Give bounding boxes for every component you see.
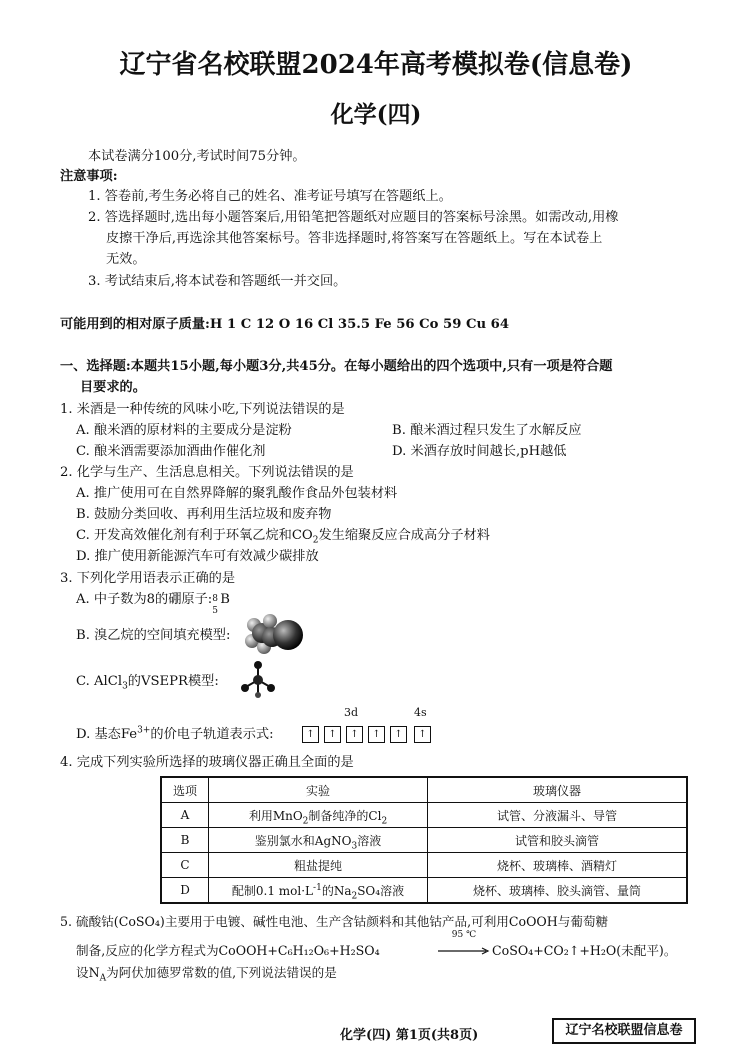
row-d-experiment: 配制0.1 $mol\cdot L^{-1}$的$Na_2SO_4$溶液	[209, 878, 428, 904]
row-c-experiment: 粗盐提纯	[209, 853, 428, 878]
reaction-arrow	[438, 930, 490, 959]
orbital-box-5: ↑	[390, 726, 407, 743]
q2-option-d: D. 推广使用新能源汽车可有效减少碳排放	[76, 549, 319, 564]
note-2-c: 无效。	[106, 252, 146, 267]
q5-line-2-pre: 制备,反应的化学方程式为CoOOH+C₆H₁₂O₆+H₂SO₄	[76, 943, 380, 958]
orbital-box-1: ↑	[302, 726, 319, 743]
atomic-masses: 可能用到的相对原子质量:H 1 C 12 O 16 Cl 35.5 Fe 56 Co 59 Cu 64	[60, 317, 510, 332]
q2-stem: 2. 化学与生产、生活息息相关。下列说法错误的是	[60, 465, 354, 480]
exam-title: 辽宁省名校联盟2024年高考模拟卷(信息卷)	[119, 50, 633, 80]
q1-option-c: C. 酿米酒需要添加酒曲作催化剂	[76, 444, 266, 459]
q3-stem: 3. 下列化学用语表示正确的是	[60, 571, 236, 586]
q2-option-c: C. 开发高效催化剂有利于环氧乙烷和$CO_2$发生缩聚反应合成高分子材料	[76, 528, 490, 546]
q3-option-b: B. 溴乙烷的空间填充模型:	[76, 628, 231, 643]
orbital-box-4: ↑	[368, 726, 385, 743]
bromoethane-space-filling-model	[244, 611, 306, 657]
q1-stem: 1. 米酒是一种传统的风味小吃,下列说法错误的是	[60, 402, 345, 417]
instrument-table	[160, 776, 688, 904]
header-option: 选项	[161, 777, 209, 803]
table-row	[161, 828, 687, 853]
row-c-instruments: 烧杯、玻璃棒、酒精灯	[428, 853, 688, 878]
orbital-box-3: ↑	[346, 726, 363, 743]
orbital-3d-label: 3d	[344, 706, 359, 719]
row-c-option: C	[161, 853, 209, 878]
q2-option-a: A. 推广使用可在自然界降解的聚乳酸作食品外包装材料	[76, 486, 398, 501]
note-2-a: 2. 答选择题时,选出每小题答案后,用铅笔把答题纸对应题目的答案标号涂黑。如需改动,用橡	[88, 210, 619, 225]
row-b-experiment: 鉴别氯水和AgNO$_3$溶液	[209, 828, 428, 853]
orbital-box-4s: ↑	[414, 726, 431, 743]
header-experiment: 实验	[209, 777, 428, 803]
q3-option-a: A. 中子数为8的硼原子: 8 5 B	[76, 592, 230, 616]
row-a-instruments: 试管、分液漏斗、导管	[428, 803, 688, 828]
q3-option-c: C. AlCl$_3$的VSEPR模型:	[76, 674, 219, 692]
exam-subtitle: 化学(四)	[330, 101, 422, 128]
table-row	[161, 878, 687, 904]
q2-option-b: B. 鼓励分类回收、再利用生活垃圾和废弃物	[76, 507, 332, 522]
q1-option-a: A. 酿米酒的原材料的主要成分是淀粉	[76, 423, 292, 438]
page-footer: 化学(四) 第1页(共8页)	[340, 1028, 479, 1043]
q5-line-3: 设$N_A$为阿伏加德罗常数的值,下列说法错误的是	[76, 965, 337, 984]
section-heading-b: 目要求的。	[80, 380, 146, 395]
note-3: 3. 考试结束后,将本试卷和答题纸一并交回。	[88, 274, 347, 289]
table-header-row	[161, 777, 687, 803]
q1-option-d: D. 米酒存放时间越长,pH越低	[392, 444, 567, 459]
orbital-4s-label: 4s	[414, 706, 427, 719]
header-instruments: 玻璃仪器	[428, 777, 688, 803]
reaction-condition: 95 ℃	[451, 930, 477, 940]
q1-option-b: B. 酿米酒过程只发生了水解反应	[392, 423, 582, 438]
q3-option-d: D. 基态$Fe^{3+}$的价电子轨道表示式:	[76, 725, 274, 742]
intro-text: 本试卷满分100分,考试时间75分钟。	[88, 149, 306, 164]
q5-line-2-post: CoSO₄+CO₂↑+H₂O(未配平)。	[492, 943, 677, 958]
alcl3-vsepr-model	[240, 660, 276, 700]
row-b-option: B	[161, 828, 209, 853]
table-row	[161, 853, 687, 878]
note-1: 1. 答卷前,考生务必将自己的姓名、准考证号填写在答题纸上。	[88, 189, 452, 204]
orbital-box-2: ↑	[324, 726, 341, 743]
section-heading-a: 一、选择题:本题共15小题,每小题3分,共45分。在每小题给出的四个选项中,只有一项是符合题	[60, 359, 613, 374]
notes-heading: 注意事项:	[60, 169, 118, 184]
footer-badge: 辽宁名校联盟信息卷	[552, 1018, 696, 1044]
q5-line-1: 5. 硫酸钴(CoSO₄)主要用于电镀、碱性电池、生产含钴颜料和其他钴产品,可利用CoOOH与葡萄糖	[60, 914, 609, 929]
row-a-option: A	[161, 803, 209, 828]
row-b-instruments: 试管和胶头滴管	[428, 828, 688, 853]
arrow-icon	[438, 947, 490, 955]
note-2-b: 皮擦干净后,再选涂其他答案标号。答非选择题时,将答案写在答题纸上。写在本试卷上	[106, 231, 603, 246]
table-row	[161, 803, 687, 828]
row-d-option: D	[161, 878, 209, 904]
row-a-experiment: 利用MnO$_2$制备纯净的$Cl_2$	[209, 803, 428, 828]
q4-stem: 4. 完成下列实验所选择的玻璃仪器正确且全面的是	[60, 755, 354, 770]
row-d-instruments: 烧杯、玻璃棒、胶头滴管、量筒	[428, 878, 688, 904]
